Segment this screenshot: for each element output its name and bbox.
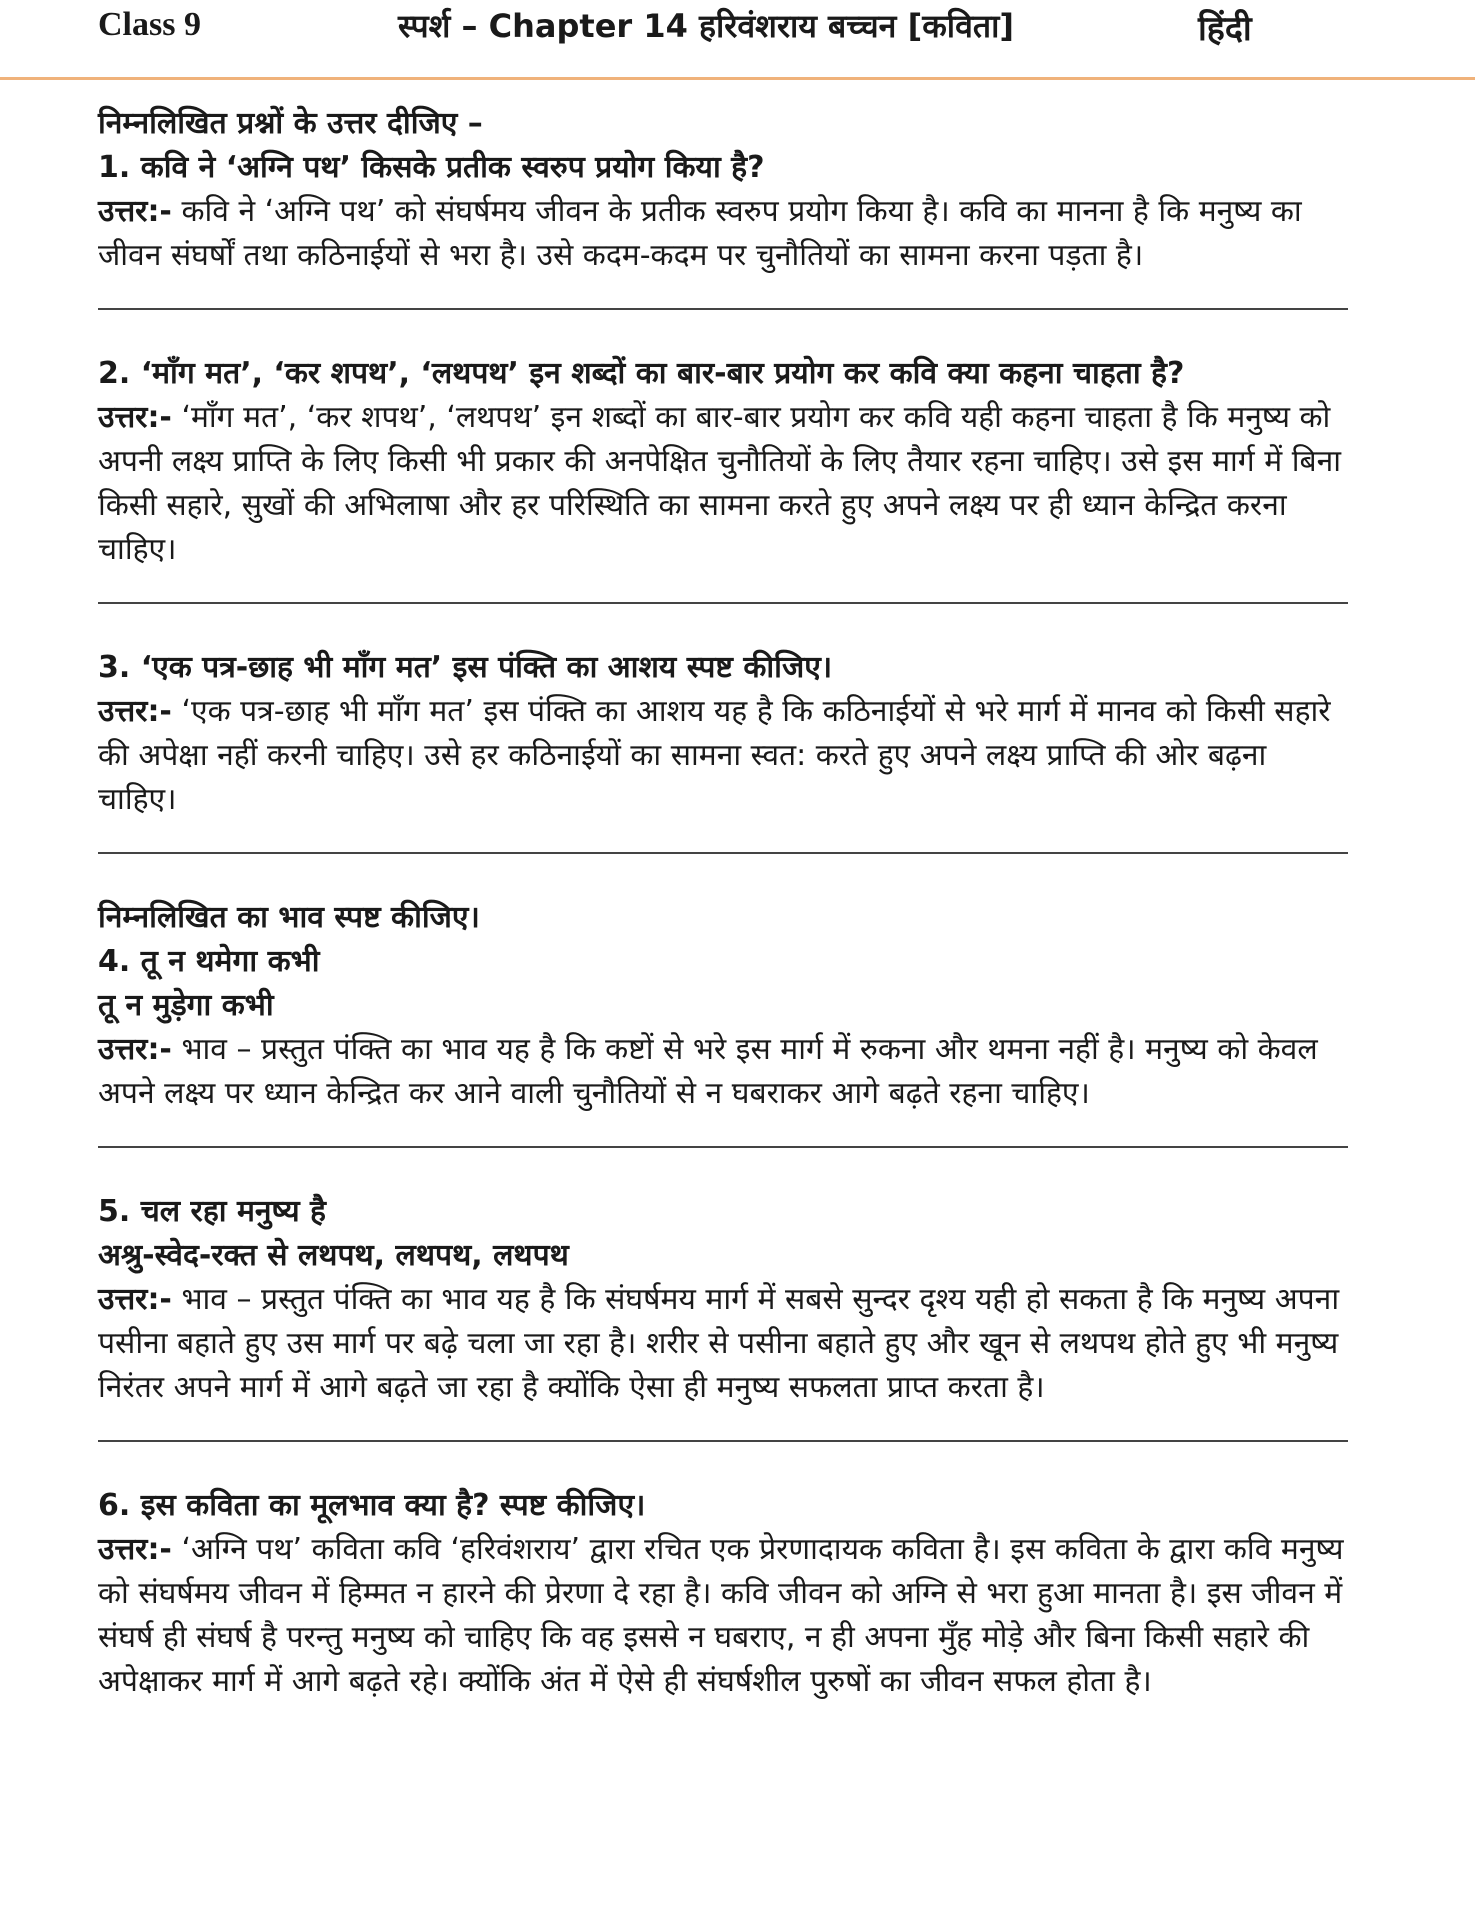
divider (98, 1146, 1348, 1148)
answer-6 (98, 1528, 1348, 1704)
subject-label: हिंदी (1198, 9, 1252, 49)
question-2: 2. ‘माँग मत’, ‘कर शपथ’, ‘लथपथ’ इन शब्दों का बार-बार प्रयोग कर कवि क्या कहना चाहता है? (98, 356, 1185, 391)
question-5-line-1: 5. चल रहा मनुष्य है (98, 1194, 326, 1229)
answer-4-text: भाव – प्रस्तुत पंक्ति का भाव यह है कि कष्टों से भरे इस मार्ग में रुकना और थमना नहीं है। मनुष्य को केवल अपने लक्ष्य पर ध्यान केन्द्रित कर आने वाली चुनौतियों से न घबराकर आगे बढ़ते रहना चाहिए। (98, 1032, 1318, 1111)
answer-label: उत्तर:- (98, 694, 172, 729)
answer-2-text: ‘माँग मत’, ‘कर शपथ’, ‘लथपथ’ इन शब्दों का बार-बार प्रयोग कर कवि यही कहना चाहता है कि मनुष्य को अपनी लक्ष्य प्राप्ति के लिए किसी भी प्रकार की अनपेक्षित चुनौतियों के लिए तैयार रहना चाहिए। उसे इस मार्ग में बिना किसी सहारे, सुखों की अभिलाषा और हर परिस्थिति का सामना करते हुए अपने लक्ष्य पर ही ध्यान केन्द्रित करना चाहिए। (98, 400, 1342, 567)
answer-3 (98, 690, 1348, 822)
answer-3-text: ‘एक पत्र-छाह भी माँग मत’ इस पंक्ति का आशय यह है कि कठिनाईयों से भरे मार्ग में मानव को किसी सहारे की अपेक्षा नहीं करनी चाहिए। उसे हर कठिनाईयों का सामना स्वत: करते हुए अपने लक्ष्य प्राप्ति की ओर बढ़ना चाहिए। (98, 694, 1331, 817)
answer-label: उत्तर:- (98, 1532, 172, 1567)
answer-6-text: ‘अग्नि पथ’ कविता कवि ‘हरिवंशराय’ द्वारा रचित एक प्रेरणादायक कविता है। इस कविता के द्वारा कवि मनुष्य को संघर्षमय जीवन में हिम्मत न हारने की प्रेरणा दे रहा है। कवि जीवन को अग्नि से भरा हुआ मानता है। इस जीवन में संघर्ष ही संघर्ष है परन्तु मनुष्य को चाहिए कि वह इससे न घबराए, न ही अपना मुँह मोड़े और बिना किसी सहारे की अपेक्षाकर मार्ग में आगे बढ़ते रहे। क्योंकि अंत में ऐसे ही संघर्षशील पुरुषों का जीवन सफल होता है। (98, 1532, 1344, 1699)
answer-label: उत्तर:- (98, 1282, 172, 1317)
answer-1-text: कवि ने ‘अग्नि पथ’ को संघर्षमय जीवन के प्रतीक स्वरुप प्रयोग किया है। कवि का मानना है कि मनुष्य का जीवन संघर्षों तथा कठिनाईयों से भरा है। उसे कदम-कदम पर चुनौतियों का सामना करना पड़ता है। (98, 194, 1302, 273)
divider (98, 602, 1348, 604)
question-4-line-1: 4. तू न थमेगा कभी (98, 944, 320, 979)
question-4-line-2: तू न मुड़ेगा कभी (98, 988, 274, 1023)
question-3: 3. ‘एक पत्र-छाह भी माँग मत’ इस पंक्ति का आशय स्पष्ट कीजिए। (98, 650, 833, 685)
answer-label: उत्तर:- (98, 1032, 172, 1067)
answer-label: उत्तर:- (98, 194, 172, 229)
section-heading-questions: निम्नलिखित प्रश्नों के उत्तर दीजिए – (98, 106, 483, 141)
divider (98, 308, 1348, 310)
question-6: 6. इस कविता का मूलभाव क्या है? स्पष्ट कीजिए। (98, 1488, 646, 1523)
section-heading-bhav: निम्नलिखित का भाव स्पष्ट कीजिए। (98, 900, 480, 935)
answer-4 (98, 1028, 1348, 1116)
question-5-line-2: अश्रु-स्वेद-रक्त से लथपथ, लथपथ, लथपथ (98, 1238, 569, 1273)
answer-5 (98, 1278, 1348, 1410)
answer-label: उत्तर:- (98, 400, 172, 435)
answer-5-text: भाव – प्रस्तुत पंक्ति का भाव यह है कि संघर्षमय मार्ग में सबसे सुन्दर दृश्य यही हो सकता है कि मनुष्य अपना पसीना बहाते हुए उस मार्ग पर बढ़े चला जा रहा है। शरीर से पसीना बहाते हुए और खून से लथपथ होते हुए भी मनुष्य निरंतर अपने मार्ग में आगे बढ़ते जा रहा है क्योंकि ऐसा ही मनुष्य सफलता प्राप्त करता है। (98, 1282, 1340, 1405)
page-header (0, 0, 1475, 80)
answer-2 (98, 396, 1348, 572)
class-label: Class 9 (98, 6, 201, 43)
document-body (98, 102, 1348, 1704)
divider (98, 1440, 1348, 1442)
answer-1 (98, 190, 1348, 278)
chapter-title: स्पर्श – Chapter 14 हरिवंशराय बच्चन [कविता] (398, 7, 1015, 45)
question-1: 1. कवि ने ‘अग्नि पथ’ किसके प्रतीक स्वरुप प्रयोग किया है? (98, 150, 765, 185)
divider (98, 852, 1348, 854)
